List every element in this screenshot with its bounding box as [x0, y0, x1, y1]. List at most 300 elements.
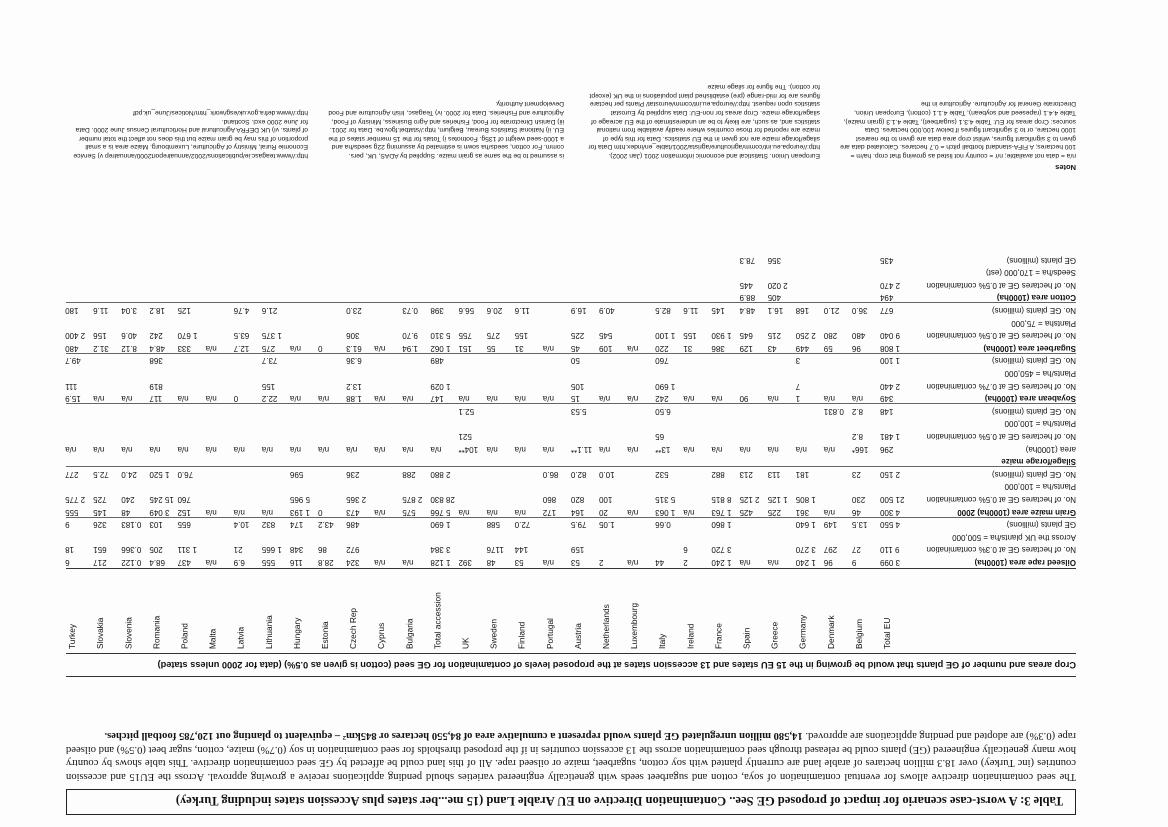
table-cell: n/a: [177, 444, 189, 454]
table-cell: 82.5: [655, 306, 671, 315]
table-cell: 13.5: [851, 520, 868, 530]
table-cell: 2 125: [739, 495, 760, 504]
row-label: Plants/ha = 100,000: [1004, 482, 1076, 492]
table-cell: 68.4: [149, 558, 165, 567]
table-cell: n/a: [205, 394, 217, 404]
table-cell: n/a: [486, 444, 498, 454]
row-label: No. GE plants (millions): [991, 356, 1076, 366]
table-cell: 155: [514, 331, 529, 341]
table-cell: 1 930: [711, 331, 732, 341]
section-divider: [66, 302, 1076, 303]
table-cell: n/a: [795, 444, 807, 454]
table-cell: n/a: [542, 558, 554, 567]
table-cell: 23.0: [346, 306, 362, 315]
table-cell: n/a: [205, 558, 217, 567]
table-cell: 100: [599, 495, 613, 504]
table-cell: 760: [655, 356, 669, 366]
table-cell: 159: [570, 545, 585, 555]
table-cell: 275: [261, 343, 276, 353]
table-cell: 1 128: [430, 558, 451, 567]
table-cell: 23: [851, 469, 861, 479]
table-cell: 113: [767, 469, 781, 479]
column-header: Slovakia: [95, 617, 106, 649]
table-cell: n/a: [627, 343, 639, 353]
table-cell: n/a: [205, 507, 217, 517]
table-cell: 82.0: [570, 469, 587, 479]
table-cell: 277: [65, 469, 79, 479]
section-divider: [66, 403, 1076, 404]
table-cell: 3 270: [795, 545, 816, 555]
table-cell: 819: [149, 381, 163, 391]
table-cell: 9 040: [880, 331, 901, 341]
row-label: No. GE plants (millions): [991, 306, 1076, 315]
table-cell: 532: [655, 469, 669, 479]
table-cell: 168: [795, 306, 810, 315]
table-cell: 555: [261, 558, 276, 567]
table-cell: 72.0: [514, 520, 531, 530]
table-cell: 76.0: [177, 469, 194, 479]
column-headers: [66, 568, 1076, 653]
table-cell: 2 775: [65, 495, 86, 504]
table-cell: 6.50: [655, 406, 671, 416]
table-cell: 655: [177, 520, 191, 530]
table-cell: 494: [880, 293, 894, 303]
table-cell: 5.53: [570, 406, 587, 416]
notes-column-1: [840, 99, 1076, 159]
table-cell: 1.94: [402, 343, 418, 353]
table-cell: 96: [823, 558, 833, 567]
table-row: [66, 517, 1076, 529]
table-cell: 473: [346, 507, 360, 517]
row-label: Plants/ha = 100,000: [1004, 419, 1076, 429]
table-cell: n/a: [121, 444, 133, 454]
table-cell: 3 384: [430, 545, 451, 555]
table-cell: 40.9: [599, 306, 615, 315]
table-cell: 0.831: [823, 406, 844, 416]
table-cell: 3.04: [121, 306, 137, 315]
table-cell: 155: [261, 381, 276, 391]
column-header: Belgium: [853, 619, 864, 649]
row-label: No. of hectares GE at 0.5% contamination: [926, 432, 1076, 441]
table-cell: 46: [851, 507, 861, 517]
table-cell: 49.7: [65, 356, 81, 366]
table-cell: 10.0: [599, 469, 615, 479]
table-cell: 1 690: [430, 520, 451, 530]
table-cell: 368: [149, 356, 163, 366]
table-row: [66, 290, 1076, 302]
row-label: Soyabean area (1000ha): [984, 394, 1076, 404]
table-row: [66, 404, 1076, 416]
table-cell: n/a: [374, 394, 386, 404]
table-cell: 59: [823, 343, 833, 353]
table-cell: n/a: [121, 394, 133, 404]
table-cell: 21: [233, 545, 243, 555]
table-cell: 489: [430, 356, 444, 366]
table-cell: 1 029: [430, 381, 451, 391]
table-cell: 105: [570, 381, 585, 391]
table-cell: 1.05: [599, 520, 615, 530]
table-cell: 215: [767, 331, 781, 341]
table-row: [66, 555, 1076, 567]
table-cell: 9 110: [880, 545, 900, 555]
table-cell: n/a: [289, 394, 302, 404]
column-header: Poland: [179, 623, 190, 649]
table-cell: 72.5: [93, 469, 109, 479]
column-header: Finland: [516, 621, 527, 649]
column-header: Cyprus: [376, 622, 387, 649]
table-cell: n/a: [233, 444, 245, 454]
table-cell: 31: [683, 343, 693, 353]
table-cell: n/a: [374, 558, 386, 567]
section-divider: [66, 353, 1076, 354]
table-cell: 324: [346, 558, 360, 567]
table-row: [66, 492, 1076, 504]
table-row: [66, 379, 1076, 391]
table-cell: 145: [93, 507, 107, 517]
row-label: GE plants (millions): [1006, 520, 1076, 530]
table-cell: 1 240: [795, 558, 816, 567]
table-cell: n/a: [261, 507, 273, 517]
table-caption: Crop areas and number of GE plants that would be growing in the 15 EU states and 13 accession states at the proposed levels of contamination for GE seed (cotton is given as 0.5%) (data for 2000 unless stated): [66, 653, 1076, 677]
table-cell: 236: [346, 469, 360, 479]
intro-paragraph: [66, 729, 1076, 783]
table-cell: 2 875: [402, 495, 423, 504]
table-cell: 0: [318, 343, 323, 353]
table-cell: 10.4: [233, 520, 250, 530]
row-label: GE plants (millions): [1006, 255, 1076, 265]
column-header: Malta: [207, 628, 218, 649]
table-cell: 56.6: [458, 306, 475, 315]
notes-section: [66, 83, 1076, 172]
table-cell: 24.0: [121, 469, 137, 479]
table-cell: 392: [458, 558, 472, 567]
table-cell: 486: [346, 520, 360, 530]
column-header: Lithuania: [263, 615, 274, 649]
table-cell: 11.1**: [570, 444, 593, 454]
column-header: Netherlands: [601, 604, 611, 649]
table-cell: 3 049: [149, 507, 170, 517]
table-cell: 109: [599, 343, 613, 353]
column-header: Spain: [741, 627, 752, 649]
table-cell: 1 763: [711, 507, 732, 517]
table-cell: n/a: [93, 444, 105, 454]
table-cell: 48: [121, 507, 131, 517]
table-cell: 2 250: [795, 331, 816, 341]
column-header: Sweden: [488, 619, 499, 649]
table-cell: 6: [65, 558, 70, 567]
table-cell: 11.6: [514, 306, 530, 315]
column-header: Italy: [657, 633, 668, 649]
table-cell: n/a: [599, 394, 611, 404]
table-cell: 1 062: [430, 343, 451, 353]
table-cell: 3: [795, 356, 801, 366]
table-cell: 16.9: [570, 306, 587, 315]
table-cell: 437: [177, 558, 191, 567]
table-cell: 386: [711, 343, 725, 353]
table-cell: 575: [402, 507, 416, 517]
table-cell: 15.9: [65, 394, 81, 404]
row-label: area (1000ha): [1025, 444, 1076, 454]
intro-text: The seed contamination directive allows for eventual contamination of soya, cotton and sugarbeet seeds with genetically engineered varieties should pending applications receive a growing approval. Across the EU15 and accession countries (inc Turkey) over 18.3 million hectares of arable land are currently planted with soy cotton, sugarbeet, maize or oilseed rape. All of this land could be affected by GE seed contamination directive. This table shows by country how many genetically engineered (GE) plants could be released through seed contamination across the 13 accession countries in if the proposed thresholds for seed contamination in soy (0.7%) maize, cotton, sugar beet (0.5%) and oilseed rape (0.3%) are adopted and pending applications are approved.: [66, 730, 1076, 782]
table-cell: n/a: [402, 394, 414, 404]
table-cell: 1 311: [177, 545, 197, 555]
table-cell: 8.12: [121, 343, 137, 353]
column-header: Total accession: [432, 592, 443, 649]
column-header: Greece: [769, 621, 780, 649]
table-cell: 1 375: [261, 331, 282, 341]
table-cell: 225: [570, 331, 585, 341]
table-cell: 20.6: [486, 306, 503, 315]
table-cell: 755: [458, 331, 472, 341]
table-cell: n/a: [683, 507, 695, 517]
table-cell: 181: [795, 469, 810, 479]
notes-column-3: [328, 99, 564, 159]
notes-text-3: is assumed to be the same as grain maize. Supplied by ADAS, UK, pers. comm. For cotton, seeds/ha sown is estimated by assuming 22g seeds/ha and a 1000-seed weight of 135g. Footnotes i) Totals for the 15 member states of the EU. ii) National Statistics Bureau, Belgium, http://statbel.fgov.be. Data for 2001. iii) Danish Directorate for Food, Fisheries and Agro Business, Ministry of Food, Agriculture and Fisheries. Data for 2000. iv) Teagasc, Irish Agriculture and Food Development Authority.: [328, 100, 564, 159]
table-cell: 6.9: [233, 558, 245, 567]
table-cell: 4 300: [880, 507, 901, 517]
table-cell: n/a: [233, 507, 245, 517]
table-cell: 44: [655, 558, 665, 567]
table-cell: 21 500: [880, 495, 905, 504]
table-cell: n/a: [458, 507, 470, 517]
table-cell: 1 690: [655, 381, 676, 391]
table-cell: 405: [767, 293, 781, 303]
table-row: [66, 416, 1076, 428]
row-label: Cotton area (1000ha): [996, 293, 1076, 303]
table-cell: 480: [65, 343, 79, 353]
column-header: Total EU: [882, 617, 892, 649]
row-label: No. of hectares GE at 0.5% contamination: [926, 495, 1076, 504]
table-cell: 1 805: [795, 495, 816, 504]
table-cell: 22.2: [261, 394, 278, 404]
table-cell: 1 520: [149, 469, 170, 479]
table-cell: 1 125: [767, 495, 788, 504]
table-cell: 6: [683, 545, 688, 555]
column-header: Denmark: [825, 615, 836, 649]
table-cell: 18.2: [149, 306, 165, 315]
table-cell: n/a: [514, 444, 526, 454]
table-cell: 13**: [655, 444, 671, 454]
table-cell: 230: [851, 495, 866, 504]
table-cell: 6.36: [346, 356, 362, 366]
table-cell: 1 100: [655, 331, 676, 341]
table-cell: 9: [851, 558, 857, 567]
table-cell: 555: [65, 507, 79, 517]
table-cell: 11.6: [93, 306, 109, 315]
table-cell: n/a: [261, 444, 273, 454]
table-cell: 4.76: [233, 306, 250, 315]
section-divider: [66, 517, 1076, 518]
table-cell: n/a: [627, 507, 639, 517]
table-cell: n/a: [430, 444, 442, 454]
table-cell: 55: [486, 343, 496, 353]
table-cell: 12.7: [233, 343, 250, 353]
table-cell: n/a: [739, 444, 751, 454]
table-cell: 103: [149, 520, 163, 530]
table-cell: 20: [599, 507, 608, 517]
row-label: No. of hectares GE at 0.7% contamination: [926, 381, 1076, 391]
table-cell: 27: [851, 545, 861, 555]
table-cell: 242: [655, 394, 669, 404]
table-row: [66, 429, 1076, 441]
column-header: Slovenia: [123, 617, 134, 649]
table-cell: 15: [570, 394, 580, 404]
table-cell: 5 315: [655, 495, 676, 504]
table-cell: 48.4: [739, 306, 756, 315]
table-cell: n/a: [514, 507, 526, 517]
table-cell: 79.5: [570, 520, 587, 530]
table-cell: 0: [318, 507, 323, 517]
table-cell: n/a: [542, 343, 554, 353]
table-cell: 144: [514, 545, 529, 555]
table-cell: 4 550: [880, 520, 901, 530]
table-cell: 2 470: [880, 280, 901, 290]
column-header: Turkey: [67, 623, 78, 649]
table-cell: 40.6: [121, 331, 137, 341]
table-cell: 2 880: [430, 469, 451, 479]
notes-column-2: [584, 82, 820, 159]
table-cell: 8 815: [711, 495, 732, 504]
table-cell: n/a: [711, 394, 723, 404]
table-cell: n/a: [542, 444, 554, 454]
table-cell: 820: [570, 495, 585, 504]
table-cell: 1 193: [289, 507, 310, 517]
table-cell: 760: [177, 495, 191, 504]
table-row: [66, 391, 1076, 403]
table-cell: 3 099: [880, 558, 901, 567]
table-cell: 521: [458, 432, 472, 441]
column-header: Bulgaria: [404, 618, 415, 649]
table-cell: n/a: [599, 444, 611, 454]
column-header: Luxembourg: [629, 602, 640, 649]
table-cell: 0.66: [655, 520, 671, 530]
table-cell: n/a: [514, 394, 526, 404]
table-cell: 1176: [486, 545, 504, 555]
table-cell: 545: [599, 331, 613, 341]
table-row: [66, 353, 1076, 365]
table-row: [66, 316, 1076, 328]
table-row: [66, 366, 1076, 378]
table-cell: 1 481: [880, 432, 901, 441]
table-cell: 86.0: [542, 469, 559, 479]
table-cell: 147: [430, 394, 444, 404]
table-cell: 588: [486, 520, 500, 530]
table-cell: 1 063: [655, 507, 676, 517]
table-row: [66, 542, 1076, 554]
table-cell: 104**: [458, 444, 479, 454]
table-row: [66, 278, 1076, 290]
notes-column-4: [72, 107, 308, 159]
table-cell: 31.2: [93, 343, 109, 353]
table-cell: 2 020: [767, 280, 788, 290]
table-cell: 50: [570, 356, 580, 366]
table-cell: 166*: [851, 444, 869, 454]
table-cell: 86: [318, 545, 327, 555]
table-cell: 151: [458, 343, 472, 353]
table-cell: n/a: [289, 343, 302, 353]
table-cell: 3 720: [711, 545, 732, 555]
table-cell: 174: [289, 520, 304, 530]
table-cell: 145: [711, 306, 725, 315]
table-cell: 2 365: [346, 495, 367, 504]
table-cell: 1 808: [880, 343, 901, 353]
column-header: Estonia: [320, 621, 330, 649]
table-cell: n/a: [739, 558, 751, 567]
table-cell: 28.8: [318, 558, 334, 567]
table-cell: 36.0: [851, 306, 868, 315]
table-cell: 53: [570, 558, 580, 567]
table-cell: 1.88: [346, 394, 362, 404]
table-cell: n/a: [486, 507, 498, 517]
table-cell: 1 670: [177, 331, 198, 341]
table-row: [66, 328, 1076, 340]
row-label: Sugarbeet area (1000ha): [983, 343, 1076, 353]
table-cell: 288: [402, 469, 416, 479]
table-row: [66, 442, 1076, 454]
table-cell: 52.1: [458, 406, 475, 416]
table-row: [66, 341, 1076, 353]
table-cell: 361: [795, 507, 810, 517]
table-cell: 21.0: [823, 306, 840, 315]
table-cell: 88.9: [739, 293, 756, 303]
table-cell: 148: [880, 406, 894, 416]
row-label: Seeds/ha = 170,000 (est): [985, 268, 1076, 278]
column-header: Romania: [151, 615, 162, 649]
table-cell: n/a: [627, 444, 639, 454]
table-row: [66, 467, 1076, 479]
table-cell: 1 240: [711, 558, 732, 567]
table-cell: 2: [599, 558, 604, 567]
table-cell: n/a: [823, 394, 835, 404]
table-cell: 296: [880, 444, 894, 454]
table-cell: n/a: [458, 394, 470, 404]
table-cell: 9: [65, 520, 70, 530]
row-label: Across the UK plants/ha = 500,000: [952, 532, 1076, 542]
row-label: No. of hectares GE at 0.3% contamination: [926, 545, 1076, 555]
table-cell: 5 965: [289, 495, 310, 504]
table-cell: n/a: [374, 343, 386, 353]
table-cell: 45: [570, 343, 580, 353]
table-cell: 242: [149, 331, 163, 341]
table-cell: 180: [65, 306, 79, 315]
row-label: No. of hectares GE at 0.5% contamination: [926, 331, 1076, 341]
table-cell: 0.366: [121, 545, 142, 555]
table-cell: 1 100: [880, 356, 901, 366]
table-cell: 0: [233, 394, 239, 404]
table-cell: 326: [93, 520, 107, 530]
table-cell: 8.2: [851, 432, 864, 441]
table-cell: n/a: [177, 394, 189, 404]
table-cell: n/a: [823, 507, 835, 517]
table-cell: 11.6: [683, 306, 699, 315]
table-row: [66, 454, 1076, 466]
table-cell: n/a: [402, 558, 414, 567]
table-cell: n/a: [205, 343, 217, 353]
table-title: Table 3: A worst-case scenario for impact of proposed GE See.. Contamination Directive on EU Arable Land (15 me...ber states plus Accession states including Turkey): [66, 789, 1076, 815]
column-header: Portugal: [544, 618, 555, 649]
column-header: Ireland: [685, 623, 696, 649]
notes-text-2: European Union. Statistical and economic information 2001 (Jan 2002). http://europa.eu.int/comm/agriculture/agrista/2001/table_en/index.htm Data for silage/forage maize are not given in the EU statistics. Data for this type of maize are reported for those countries where readily available from national statistics and, as such, are likely to be an underestimate of the EU acreage of silage/forage maize. Crop areas for non-EU: Data supplied by Eurostat statistics upon request. http://europa.eu.int/comm/eurostat/ Plants per hectare figures are for mid-range (pre) established plant populations in the UK (except for cotton). The figure for silage maize: [588, 83, 820, 159]
table-cell: 425: [739, 507, 753, 517]
table-cell: 213: [739, 469, 753, 479]
table-cell: 445: [739, 280, 753, 290]
table-cell: 48.4: [149, 343, 165, 353]
table-cell: 15 245: [149, 495, 174, 504]
table-row: [66, 303, 1076, 315]
table-cell: 2 150: [880, 469, 901, 479]
table-cell: 129: [739, 343, 753, 353]
table-cell: n/a: [93, 394, 105, 404]
